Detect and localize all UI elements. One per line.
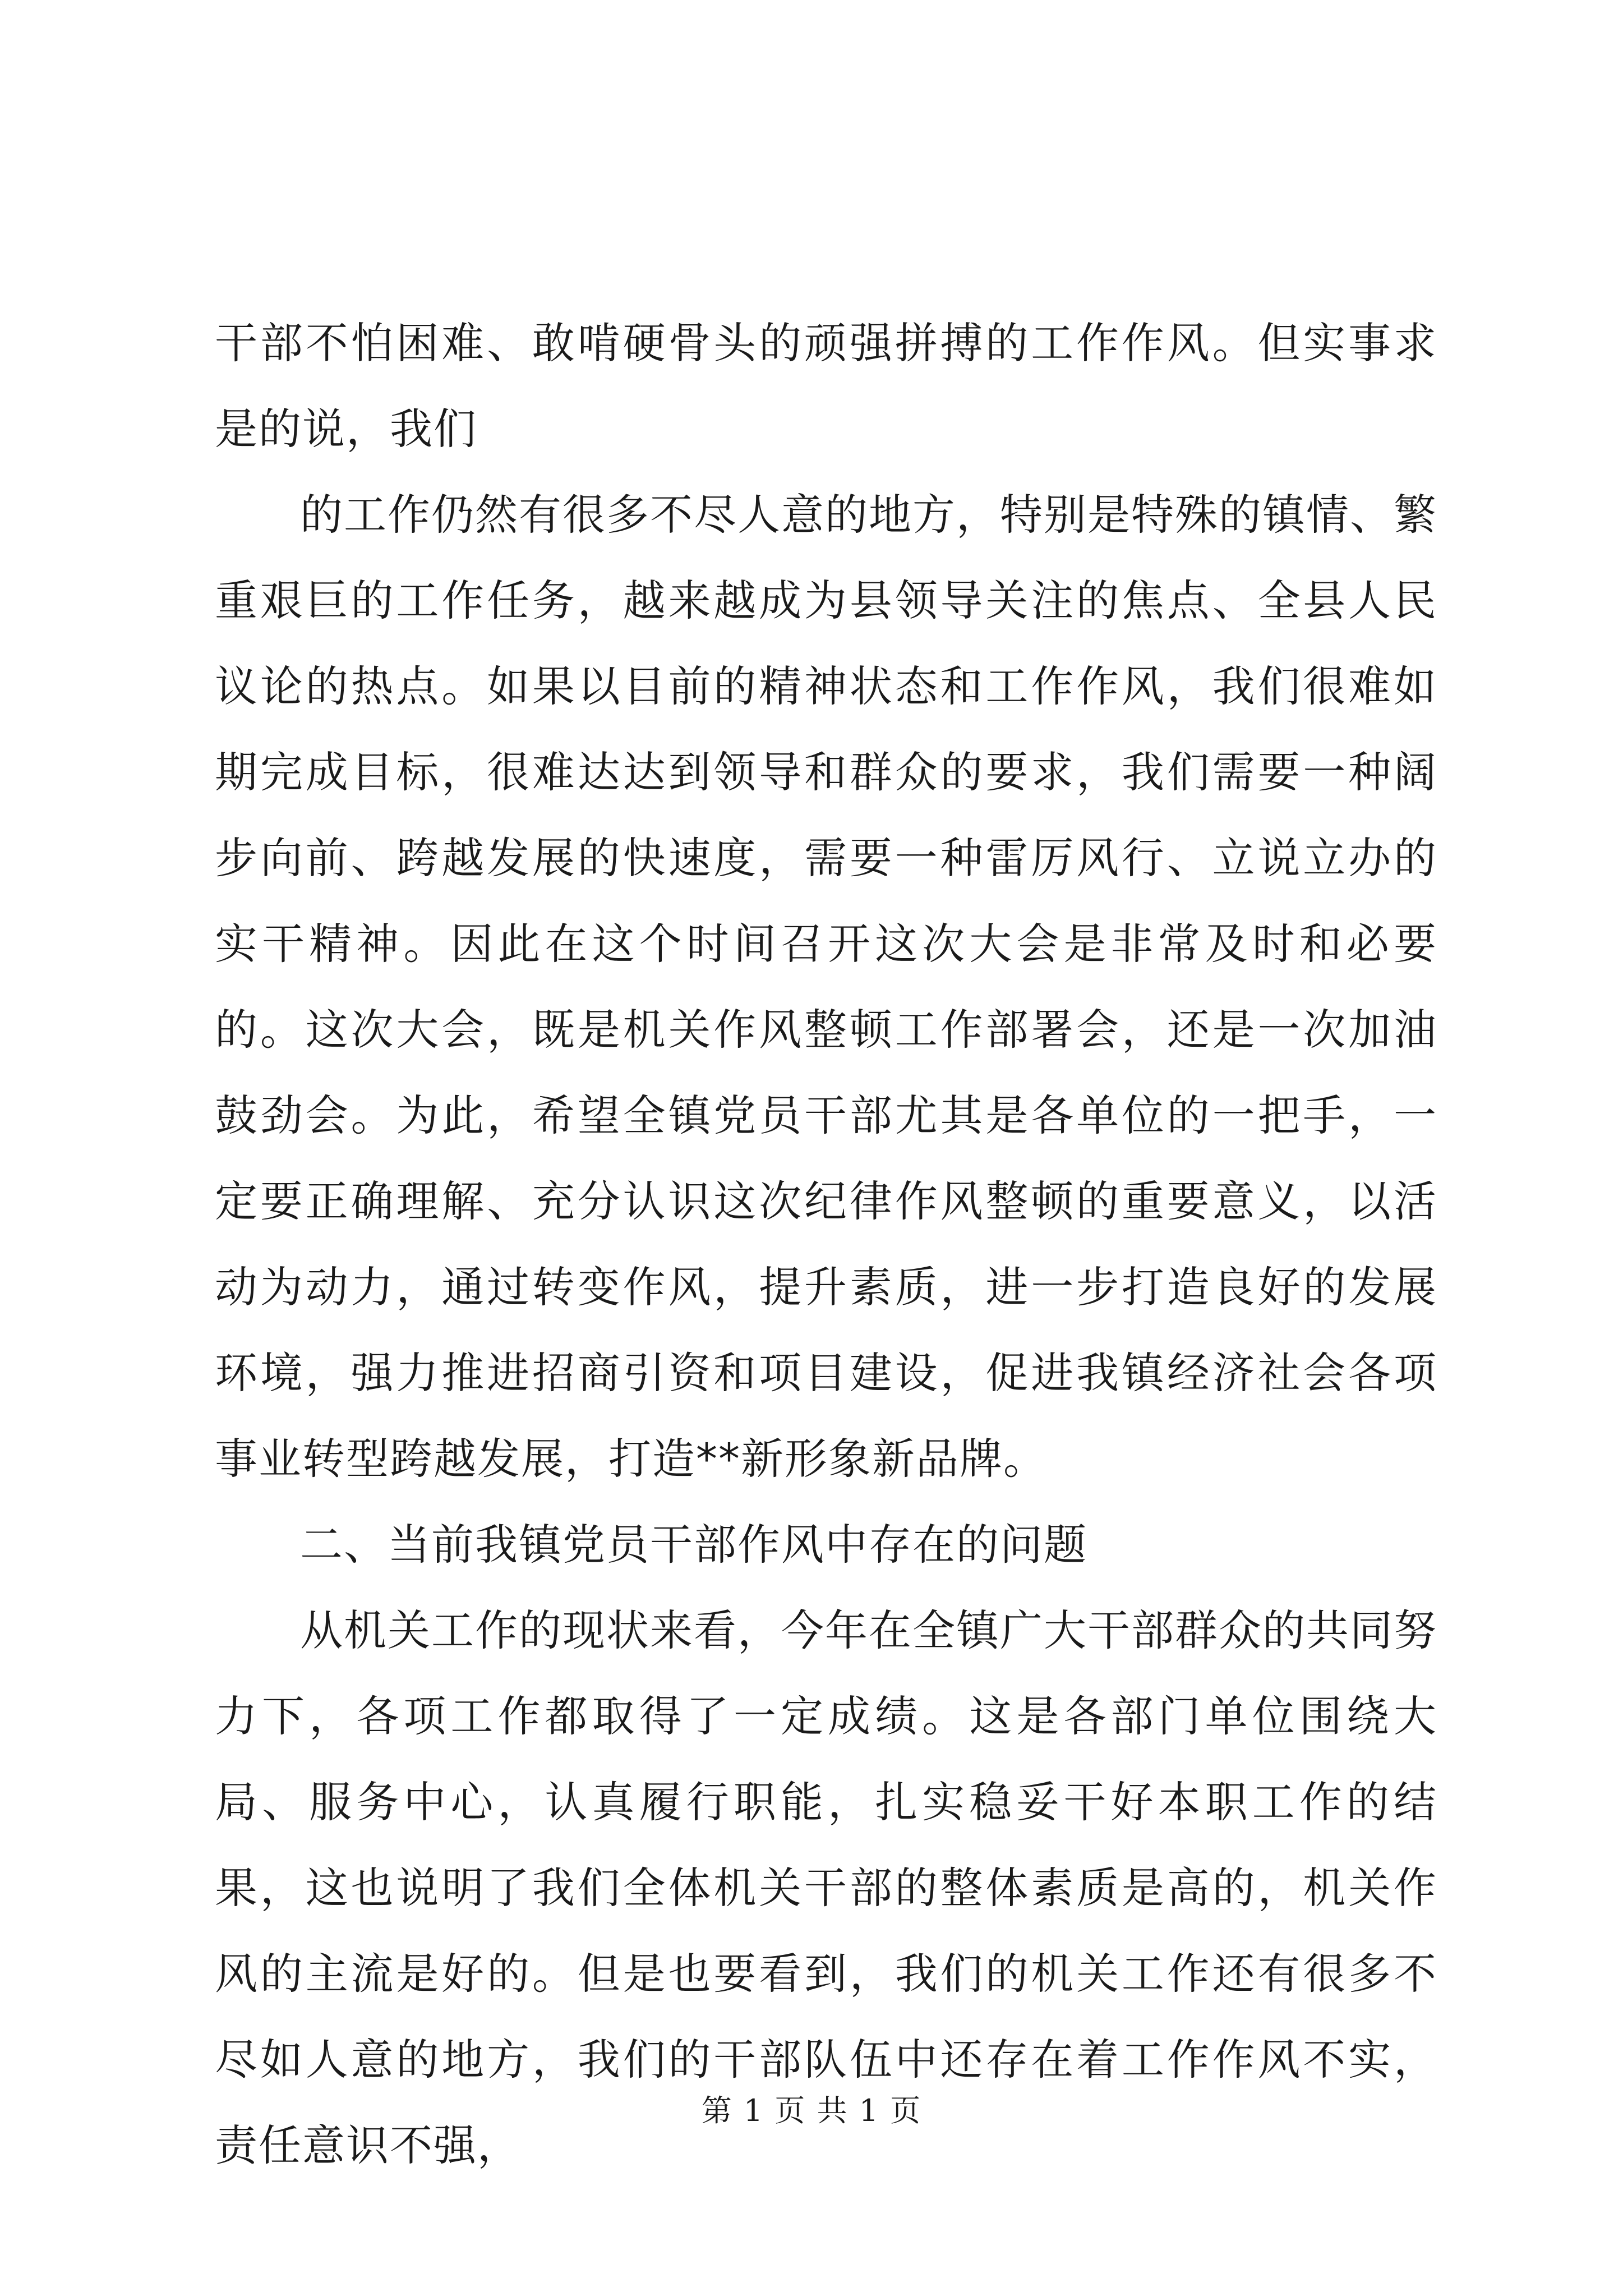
document-body: [215, 300, 1437, 2188]
section-heading-current-problems: 二、当前我镇党员干部作风中存在的问题: [300, 1520, 1087, 1570]
page-number-footer: 第 1 页 共 1 页: [701, 2093, 922, 2128]
paragraph-continuation: 干部不怕困难、敢啃硬骨头的顽强拼搏的工作作风。但实事求是的说，我们: [215, 318, 1437, 454]
paragraph-work-shortcomings: 的工作仍然有很多不尽人意的地方，特别是特殊的镇情、繁重艰巨的工作任务，越来越成为县领导关注的焦点、全县人民议论的热点。如果以目前的精神状态和工作作风，我们很难如期完成目标，很难达达到领导和群众的要求，我们需要一种阔步向前、跨越发展的快速度，需要一种雷厉风行、立说立办的实干精神。因此在这个时间召开这次大会是非常及时和必要的。这次大会，既是机关作风整顿工作部署会，还是一次加油鼓劲会。为此，希望全镇党员干部尤其是各单位的一把手，一定要正确理解、充分认识这次纪律作风整顿的重要意义，以活动为动力，通过转变作风，提升素质，进一步打造良好的发展环境，强力推进招商引资和项目建设，促进我镇经济社会各项事业转型跨越发展，打造**新形象新品牌。: [215, 490, 1437, 1484]
paragraph-current-status: 从机关工作的现状来看，今年在全镇广大干部群众的共同努力下，各项工作都取得了一定成绩。这是各部门单位围绕大局、服务中心，认真履行职能，扎实稳妥干好本职工作的结果，这也说明了我们全体机关干部的整体素质是高的，机关作风的主流是好的。但是也要看到，我们的机关工作还有很多不尽如人意的地方，我们的干部队伍中还存在着工作作风不实，责任意识不强，: [215, 1605, 1437, 2170]
